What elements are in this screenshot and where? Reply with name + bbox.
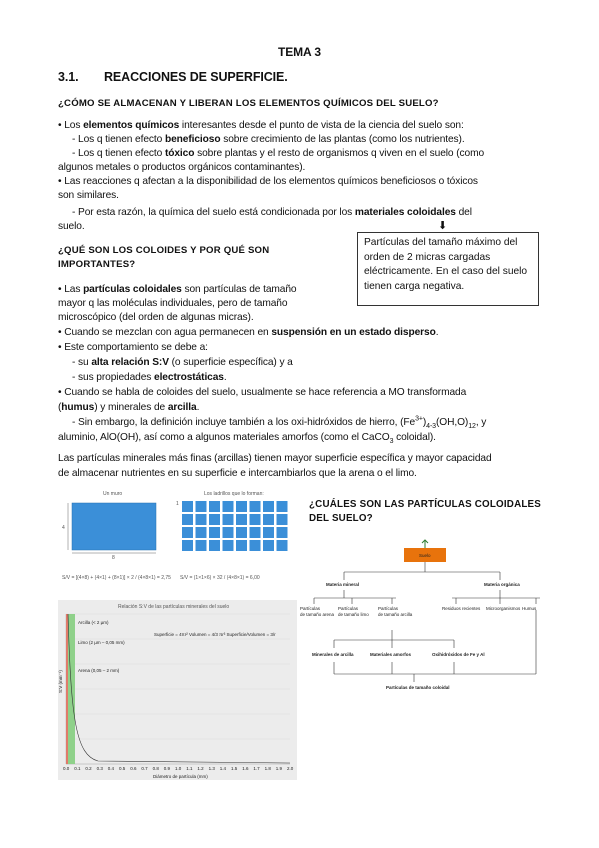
clay-node-label: Materiales amorfos: [370, 652, 412, 657]
brick: [250, 514, 261, 525]
clay-node-label: Oxihidróxidos de Fe y Al: [432, 652, 485, 657]
brick: [182, 540, 193, 551]
paragraph-line: de almacenar nutrientes en su superficie e intercambiarlos que la arena o el limo.: [58, 468, 417, 479]
arcilla-band: [66, 614, 68, 764]
paragraph-line: - Por esta razón, la química del suelo está condicionada por los materiales coloidales del: [72, 207, 472, 218]
question-heading-1: ¿CÓMO SE ALMACENAN Y LIBERAN LOS ELEMENTOS QUÍMICOS DEL SUELO?: [58, 98, 439, 109]
paragraph-line: • Este comportamiento se debe a:: [58, 342, 208, 353]
wall-rect: [72, 503, 156, 550]
x-tick-label: 0.5: [119, 766, 126, 771]
tree-node-label: Residuos recientes: [442, 606, 481, 611]
fig1-label-right: Los ladrillos que lo forman:: [204, 491, 264, 497]
tree-node-label: Humus: [522, 606, 537, 611]
x-tick-label: 1.3: [208, 766, 215, 771]
brick: [277, 540, 288, 551]
paragraph-line: • Cuando se habla de coloides del suelo, usualmente se hace referencia a MO transformada: [58, 387, 467, 398]
sv-ratio-figure: [58, 600, 297, 780]
paragraph-line: • Las partículas coloidales son partículas de tamaño: [58, 284, 297, 295]
brick: [182, 501, 193, 512]
brick: [223, 527, 234, 538]
brick: [196, 514, 207, 525]
root-label: Suelo: [419, 553, 431, 558]
plant-icon: [422, 540, 428, 548]
tree-node-label: Partículas: [378, 606, 399, 611]
x-tick-label: 1.1: [186, 766, 193, 771]
fig1-dim-h: 4: [62, 525, 65, 531]
paragraph-line: algunos metales o productos orgánicos contaminantes).: [58, 162, 306, 173]
brick: [263, 540, 274, 551]
x-tick-label: 0.1: [74, 766, 81, 771]
legend-arena: Arena (0,05 – 2 mm): [78, 668, 120, 673]
colloid-tree-figure: [300, 540, 544, 700]
section-heading: [58, 70, 288, 84]
brick: [263, 501, 274, 512]
brick: [196, 527, 207, 538]
x-tick-label: 0.6: [130, 766, 137, 771]
brick: [250, 540, 261, 551]
x-tick-label: 1.6: [242, 766, 249, 771]
fig1-label-left: Un muro: [103, 491, 123, 497]
x-tick-label: 0.4: [107, 766, 115, 771]
x-tick-label: 0.8: [152, 766, 159, 771]
brick: [182, 527, 193, 538]
paragraph-line: - Los q tienen efecto beneficioso sobre crecimiento de las plantas (como los nutrientes).: [72, 134, 465, 145]
brick: [209, 540, 220, 551]
paragraph-line: Las partículas minerales más finas (arcillas) tienen mayor superficie específica y mayor capacidad: [58, 453, 492, 464]
x-tick-label: 1.7: [253, 766, 260, 771]
paragraph-line: son similares.: [58, 190, 119, 201]
arrow-down-icon: ⬇: [438, 220, 448, 232]
fig2-title: Relación S:V de las partículas minerales del suelo: [118, 604, 230, 610]
tree-node-label: Microorganismos: [486, 606, 521, 611]
page-title: TEMA 3: [278, 45, 321, 59]
x-tick-label: 0.9: [163, 766, 171, 771]
final-label: Partículas de tamaño coloidal: [386, 685, 450, 690]
x-tick-label: 2.0: [287, 766, 294, 771]
section-number: 3.1.: [58, 70, 79, 84]
fig1-dim-w: 8: [112, 555, 115, 561]
brick: [236, 514, 247, 525]
brick: [263, 527, 274, 538]
wall-bricks-figure: [58, 487, 297, 587]
brick: [277, 501, 288, 512]
paragraph-line: suelo.: [58, 221, 85, 232]
brick: [223, 540, 234, 551]
paragraph-line: aluminio, AlO(OH), así como a algunos materiales amorfos (como el CaCO$_3$ coloidal).: [58, 432, 436, 446]
brick: [196, 540, 207, 551]
fig1-formula-right: S/V = (1×1×6) × 32 / (4×8×1) = 6,00: [180, 575, 260, 581]
tree-node-label-cont: de tamaño arena: [300, 612, 335, 617]
x-tick-label: 1.0: [175, 766, 182, 771]
branch-mineral: Materia mineral: [326, 582, 360, 587]
brick: [209, 527, 220, 538]
brick: [263, 514, 274, 525]
x-tick-label: 1.8: [264, 766, 271, 771]
question-heading-2: ¿QUÉ SON LOS COLOIDES Y POR QUÉ SON IMPORTANTES?: [58, 245, 270, 270]
brick: [277, 514, 288, 525]
question-heading-3: ¿CUÁLES SON LAS PARTÍCULAS COLOIDALES DEL SUELO?: [309, 499, 542, 524]
paragraph-line: - Los q tienen efecto tóxico sobre plantas y el resto de organismos q viven en el suelo (como: [72, 148, 485, 159]
tree-node-label: Partículas: [338, 606, 359, 611]
tree-node-label-cont: de tamaño limo: [338, 612, 369, 617]
legend-limo: Limo (2 µm – 0,05 mm): [78, 640, 125, 645]
bricks-grid: [182, 501, 288, 551]
brick: [236, 527, 247, 538]
paragraph-line: • Cuando se mezclan con agua permanecen en suspensión en un estado disperso.: [58, 327, 439, 338]
brick: [209, 501, 220, 512]
x-tick-label: 0.3: [96, 766, 103, 771]
x-tick-label: 0.0: [63, 766, 70, 771]
brick: [277, 527, 288, 538]
paragraph-line: mayor q las moléculas individuales, pero de tamaño: [58, 298, 288, 309]
paragraph-line: • Las reacciones q afectan a la disponibilidad de los elementos químicos beneficiosos o tóxicos: [58, 176, 478, 187]
brick: [250, 501, 261, 512]
section-title: REACCIONES DE SUPERFICIE.: [104, 70, 288, 84]
definition-box: Partículas del tamaño máximo del orden de 2 micras cargadas eléctricamente. En el caso del suelo tienen carga negativa.: [357, 232, 539, 306]
fig2-formula: Superficie = 4πr² Volumen = 4/3 πr³ Superficie/Volumen = 3/r: [154, 632, 276, 637]
legend-arcilla: Arcilla (< 2 µm): [78, 620, 109, 625]
brick: [209, 514, 220, 525]
brick: [223, 501, 234, 512]
brick: [236, 501, 247, 512]
x-tick-label: 0.2: [85, 766, 92, 771]
tree-node-label-cont: de tamaño arcilla: [378, 612, 413, 617]
paragraph-line: • Los elementos químicos interesantes desde el punto de vista de la ciencia del suelo son:: [58, 120, 464, 131]
brick: [223, 514, 234, 525]
clay-node-label: Minerales de arcilla: [312, 652, 354, 657]
x-tick-label: 0.7: [141, 766, 148, 771]
brick: [250, 527, 261, 538]
branch-organic: Materia orgánica: [484, 582, 520, 587]
brick: [196, 501, 207, 512]
fig1-tile-dim: 1: [176, 501, 179, 507]
fig1-formula-left: S/V = [(4×8) + (4×1) + (8×1)] × 2 / (4×8×1) = 2,75: [62, 575, 171, 581]
x-tick-label: 1.2: [197, 766, 204, 771]
x-tick-label: 1.4: [219, 766, 227, 771]
paragraph-line: (humus) y minerales de arcilla.: [58, 402, 200, 413]
paragraph-line: - su alta relación S:V (o superficie específica) y a: [72, 357, 293, 368]
x-tick-label: 1.9: [275, 766, 283, 771]
tree-node-label: Partículas: [300, 606, 321, 611]
brick: [182, 514, 193, 525]
paragraph-line: - Sin embargo, la definición incluye también a los oxi-hidróxidos de hierro, $(Fe^{3+})_{4-3}(OH,O)_{12}$, y: [72, 415, 487, 431]
fig2-xlabel: Diámetro de partícula (mm): [153, 774, 208, 779]
paragraph-line: - sus propiedades electrostáticas.: [72, 372, 227, 383]
fig2-ylabel: S:V (mm⁻¹): [58, 670, 63, 693]
brick: [236, 540, 247, 551]
x-tick-label: 1.5: [231, 766, 238, 771]
paragraph-line: microscópico (del orden de algunas micras).: [58, 312, 254, 323]
